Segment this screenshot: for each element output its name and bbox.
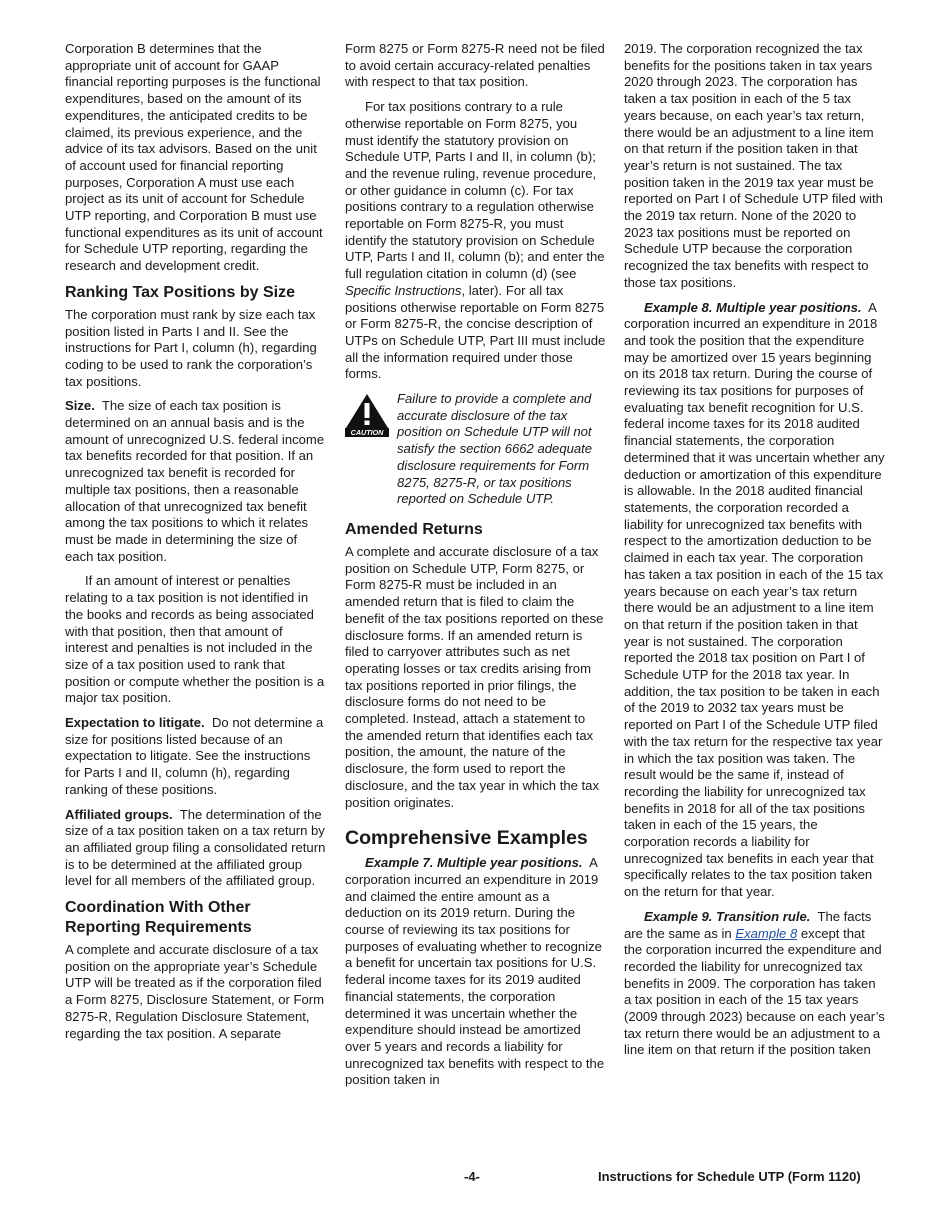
paragraph-litigate — [65, 715, 327, 799]
paragraph-example8 — [624, 300, 886, 901]
paragraph-interest: If an amount of interest or penalties relating to a tax position is not identified in the books and records as being associated with that position, then that amount of interest and penalties is not included in the size of a tax position used to rank that position or compute whether the position is a major tax position. — [65, 573, 325, 706]
contrary-text-a: For tax positions contrary to a rule otherwise reportable on Form 8275, you must identify the statutory provision on Schedule UTP, Parts I and II, in column (b); and the revenue ruling, revenue procedure, or other guidance in column (c). For tax positions contrary to a regulation otherwise reportable on Form 8275-R, you must identify the statutory provision on Schedule UTP, Parts I and II, column (b); and enter the full regulation citation in column (d) (see — [345, 99, 605, 282]
heading-ranking: Ranking Tax Positions by Size — [65, 283, 295, 301]
column-right — [624, 41, 886, 1059]
example9-text-a: The facts are the same as in — [624, 908, 872, 941]
example7-text: A corporation incurred an expenditure in 2019 and claimed the entire amount as a deduction on its 2019 return. During the course of reviewing its tax positions for purposes of evaluating whether to recognize a benefit for uncertain tax positions for U.S. federal income taxes for its 2019 audited financial statements, the corporation determined it was uncertain whether the expenditure should instead be amortized over 5 years and records a liability for unrecognized tax benefits with respect to the position taken in — [345, 855, 605, 1088]
column-middle — [345, 41, 607, 1089]
example9-text-b: except that the corporation incurred the expenditure and recorded the liability for unrecognized tax benefits in 2009. The corporation has taken a tax position in each of the 15 tax years (2009 through 2023) because on each year’s tax return there would be an adjustment to a line item on that return if the position taken — [624, 925, 885, 1058]
run-in-heading-affiliated: Affiliated groups. — [65, 806, 173, 822]
affiliated-text: The determination of the size of a tax position taken on a tax return by an affiliated group filing a consolidated return is to be determined at the affiliated group level for all members of the affiliated group. — [65, 806, 326, 889]
column-left — [65, 41, 327, 1042]
paragraph-size — [65, 398, 327, 565]
paragraph-example9 — [624, 909, 886, 1059]
paragraph-form8275-cont: Form 8275 or Form 8275-R need not be filed to avoid certain accuracy-related penalties with respect to that tax position. — [345, 41, 605, 90]
heading-amended: Amended Returns — [345, 520, 483, 538]
example7-heading: Example 7. Multiple year positions. — [365, 855, 583, 871]
paragraph-contrary — [345, 99, 607, 383]
example8-text: A corporation incurred an expenditure in 2018 and took the position that the expenditure may be amortized over 15 years beginning on its 2018 tax return. During the course of reviewing its tax positions for purposes of evaluating tax benefit recognition for U.S. federal income taxes for its 2018 audited financial statements, the corporation determined that it was uncertain whether any deduction or amortization of this expenditure is allowable. In the 2018 audited financial statements, the corporation recorded a liability for unrecognized tax benefits with respect to the amortization deduction to be claimed in each tax year. The corporation has taken a tax position in each of the 15 tax years because on each year’s tax return there would be an adjustment to a line item on that return if the position taken in that year is not sustained. The corporation reported the 2018 tax position on Part I of Schedule UTP for the 2018 tax year. In addition, the tax position to be taken in each of the 2019 to 2032 tax years must be reported on Part I of the Schedule UTP filed with the tax return for the respective tax year in which the tax position was taken. The result would be the same if, instead of recording the liability for unrecognized tax benefits in 2018 for all of the tax positions taken in each of the 15 years, the corporation records a liability for unrecognized tax benefits in each year that specifically relates to the tax position taken on the return for that year. — [624, 299, 885, 900]
litigate-text: Do not determine a size for positions listed because of an expectation to litigate. See the instructions for Parts I and II, column (h), regarding ranking of these positions. — [65, 715, 324, 797]
caution-icon — [345, 393, 389, 437]
paragraph-affiliated — [65, 807, 327, 891]
contrary-text-b: , later). For all tax positions otherwise reportable on Form 8275 or Form 8275-R, the concise description of UTPs on Schedule UTP, Part III must include all the information required under those forms. — [345, 282, 606, 382]
contrary-emphasis: Specific Instructions — [345, 282, 462, 298]
example8-heading: Example 8. Multiple year positions. — [644, 299, 862, 315]
example9-heading: Example 9. Transition rule. — [644, 908, 811, 924]
paragraph-intro: Corporation B determines that the appropriate unit of account for GAAP financial reporting purposes is the functional expenditures, based on the amount of its expenditures, the anticipated credits to be claimed, its previous experience, and the advice of its tax advisors. Based on the unit of account used for financial reporting purposes, Corporation A must use each project as its unit of account for Schedule UTP reporting, and Corporation B must use functional expenditures as its unit of account for Schedule UTP reporting, regarding the research and development credit. — [65, 41, 323, 274]
footer-title: Instructions for Schedule UTP (Form 1120) — [598, 1169, 861, 1184]
caution-text: Failure to provide a complete and accurate disclosure of the tax position on Schedule UTP will not satisfy the section 6662 adequate disclosure requirements for Form 8275, 8275-R, or tax positions reported on Schedule UTP. — [397, 391, 593, 507]
example8-link[interactable]: Example 8 — [735, 925, 798, 941]
heading-comprehensive: Comprehensive Examples — [345, 827, 588, 850]
run-in-heading-litigate: Expectation to litigate. — [65, 715, 205, 731]
caution-label: CAUTION — [350, 428, 384, 438]
page-number: -4- — [464, 1169, 480, 1184]
heading-coordination: Coordination With Other Reporting Requirements — [65, 899, 252, 937]
run-in-heading-size: Size. — [65, 398, 95, 414]
paragraph-amended: A complete and accurate disclosure of a tax position on Schedule UTP, Form 8275, or Form 8275-R must be included in an amended return that is filed to claim the benefit of the tax positions reported on these disclosure forms. If an amended return is filed to carryover attributes such as net operating losses or tax credits arising from tax positions reported in prior filings, the disclosure forms do not need to be completed. Instead, attach a statement to the amended return that identifies each tax position, the amount, the nature of the disclosure, the form used to report the disclosure, and the tax year in which the tax position originates. — [345, 543, 604, 810]
paragraph-coordination: A complete and accurate disclosure of a tax position on the appropriate year’s Schedule UTP will be treated as if the corporation filed a Form 8275, Disclosure Statement, or Form 8275-R, Regulation Disclosure Statement, regarding the tax position. A separate — [65, 942, 325, 1041]
size-text: The size of each tax position is determined on an annual basis and is the amount of unrecognized U.S. federal income tax benefits recorded for that position. If an unrecognized tax benefit is recorded for multiple tax positions, then a reasonable allocation of that unrecognized tax benefit among the tax positions to which it relates must be made in determining the size of each tax position. — [65, 398, 325, 564]
paragraph-example7 — [345, 855, 607, 1089]
paragraph-example7-cont: 2019. The corporation recognized the tax benefits for the positions taken in tax years 2020 through 2023. The corporation has taken a tax position in each of the 5 tax years because, on each year’s tax return, there would be an adjustment to a line item on that return if the position taken in that year’s return is not sustained. The tax position taken in the 2019 tax year must be reported on Part I of Schedule UTP filed with the 2019 tax return. None of the 2020 to 2023 tax positions must be reported on Schedule UTP because the corporation recognized the tax benefits with respect to those tax positions. — [624, 41, 883, 290]
paragraph-ranking: The corporation must rank by size each tax position listed in Parts I and II. See the instructions for Part I, column (h), regarding coding to be used to rank the corporation’s tax positions. — [65, 306, 317, 389]
caution-box — [345, 391, 607, 508]
